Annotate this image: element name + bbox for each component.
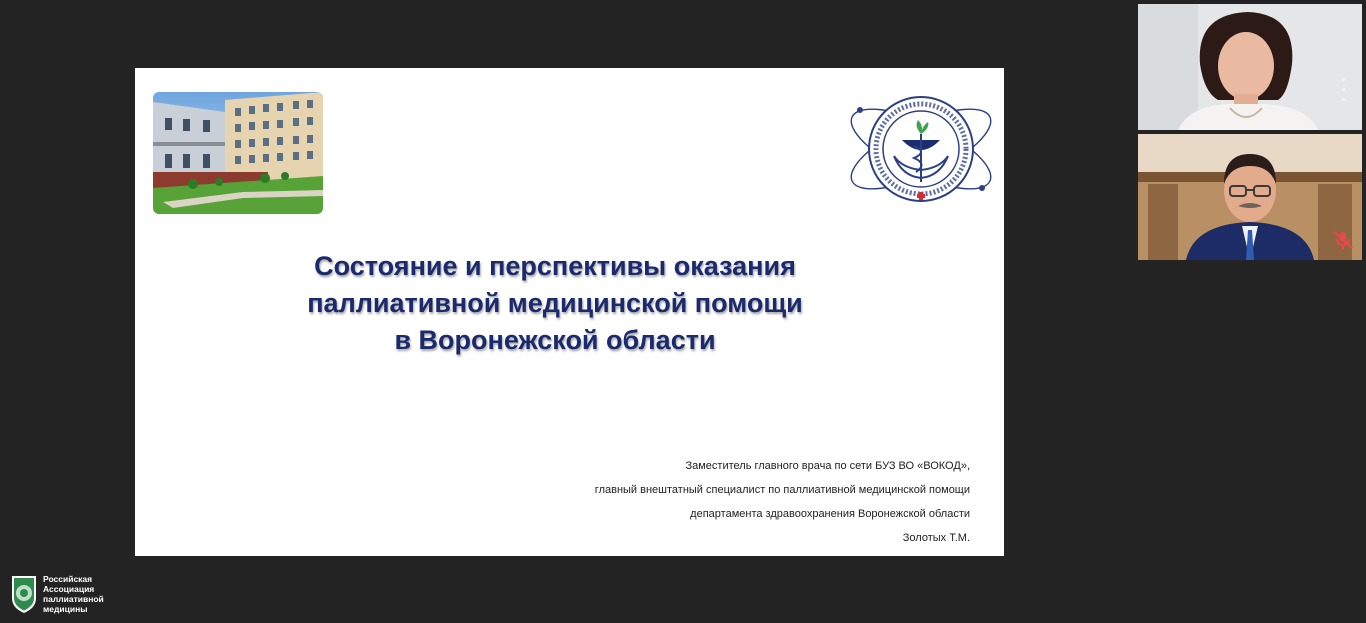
association-branding: [10, 574, 104, 614]
slide-title-line: в Воронежской области: [394, 325, 716, 355]
slide-title: [195, 248, 915, 359]
association-name-line: паллиативной: [43, 594, 104, 604]
tile-options-dots[interactable]: [1342, 78, 1346, 108]
participant-video-tile-2[interactable]: [1138, 134, 1362, 260]
association-name-line: Российская: [43, 574, 93, 584]
association-name: [43, 574, 104, 614]
shield-emblem-icon: [10, 574, 38, 614]
association-name-line: Ассоциация: [43, 584, 95, 594]
credit-line: Заместитель главного врача по сети БУЗ ВО «ВОКОД»,: [685, 460, 970, 472]
credit-line: департамента здравоохранения Воронежской области: [690, 508, 970, 520]
slide-credits: [410, 454, 970, 550]
credit-line: Золотых Т.М.: [902, 532, 970, 544]
association-name-line: медицины: [43, 604, 88, 614]
participant-video-tile-1[interactable]: [1138, 4, 1362, 130]
credit-line: главный внештатный специалист по паллиативной медицинской помощи: [594, 484, 970, 496]
presentation-slide: [135, 68, 1004, 556]
slide-title-line: паллиативной медицинской помощи: [307, 288, 803, 318]
hospital-building-photo: [153, 92, 323, 214]
slide-title-line: Состояние и перспективы оказания: [314, 251, 796, 281]
oncology-center-emblem: [842, 86, 1000, 212]
microphone-muted-icon[interactable]: [1332, 230, 1354, 250]
